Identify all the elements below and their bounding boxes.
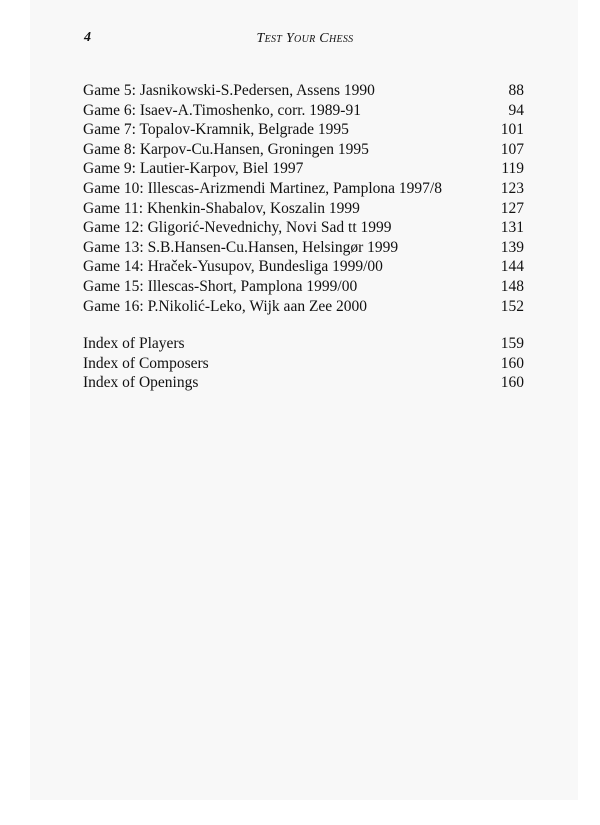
- toc-entry-game-6: [83, 101, 524, 121]
- toc-entry-page: 160: [500, 374, 524, 392]
- toc-entry-index-players: [83, 334, 524, 354]
- toc-entry-page: 160: [500, 354, 524, 372]
- toc-entry-game-11: [83, 199, 524, 219]
- toc-entry-page: 131: [500, 219, 524, 237]
- toc-entry-title: Index of Players: [83, 335, 185, 353]
- toc-entry-title: Game 9: Lautier-Karpov, Biel 1997: [83, 160, 304, 178]
- toc-entry-page: 107: [500, 140, 524, 158]
- running-title: Test Your Chess: [256, 31, 354, 46]
- page-header: [84, 30, 526, 50]
- toc-entry-game-14: [83, 257, 524, 277]
- toc-entry-title: Game 10: Illescas-Arizmendi Martinez, Pamplona 1997/8: [83, 179, 442, 197]
- toc-entry-title: Index of Composers: [83, 354, 209, 372]
- toc-entry-title: Game 6: Isaev-A.Timoshenko, corr. 1989-91: [83, 101, 361, 119]
- toc-entry-page: 123: [500, 179, 524, 197]
- toc-entry-title: Game 8: Karpov-Cu.Hansen, Groningen 1995: [83, 140, 369, 158]
- toc-entry-page: 148: [500, 277, 524, 295]
- toc-entry-page: 152: [500, 297, 524, 315]
- toc-entry-title: Game 11: Khenkin-Shabalov, Koszalin 1999: [83, 199, 360, 217]
- toc-entry-title: Game 16: P.Nikolić-Leko, Wijk aan Zee 2000: [83, 297, 368, 315]
- table-of-contents: [83, 81, 524, 393]
- toc-entry-page: 139: [500, 238, 524, 256]
- toc-entry-page: 88: [508, 82, 524, 99]
- toc-entry-game-8: [83, 140, 524, 160]
- toc-entry-page: 159: [500, 335, 524, 353]
- toc-entry-page: 127: [500, 199, 524, 217]
- toc-entry-game-13: [83, 238, 524, 258]
- toc-entry-game-12: [83, 218, 524, 238]
- toc-entry-game-15: [83, 277, 524, 297]
- toc-entry-title: Index of Openings: [83, 374, 199, 392]
- toc-entry-game-16: [83, 297, 524, 317]
- toc-entry-page: 94: [508, 101, 524, 119]
- toc-entry-page: 101: [500, 121, 524, 139]
- section-gap: [83, 316, 524, 334]
- toc-entry-title: Game 7: Topalov-Kramnik, Belgrade 1995: [83, 121, 349, 139]
- toc-entry-game-10: [83, 179, 524, 199]
- toc-entry-title: Game 12: Gligorić-Nevednichy, Novi Sad tt 1999: [83, 219, 392, 237]
- page-number: 4: [84, 30, 91, 45]
- toc-entry-page: 144: [500, 258, 524, 276]
- toc-entry-index-openings: [83, 373, 524, 393]
- toc-entry-title: Game 13: S.B.Hansen-Cu.Hansen, Helsingør 1999: [83, 238, 399, 256]
- toc-entry-title: Game 14: Hraček-Yusupov, Bundesliga 1999/00: [83, 258, 383, 276]
- toc-entry-title: Game 5: Jasnikowski-S.Pedersen, Assens 1990: [83, 82, 375, 99]
- toc-entry-page: 119: [501, 160, 524, 178]
- toc-entry-game-9: [83, 159, 524, 179]
- toc-entry-index-composers: [83, 354, 524, 374]
- toc-entry-game-7: [83, 120, 524, 140]
- toc-entry-game-5: [83, 81, 524, 101]
- toc-entry-title: Game 15: Illescas-Short, Pamplona 1999/00: [83, 277, 358, 295]
